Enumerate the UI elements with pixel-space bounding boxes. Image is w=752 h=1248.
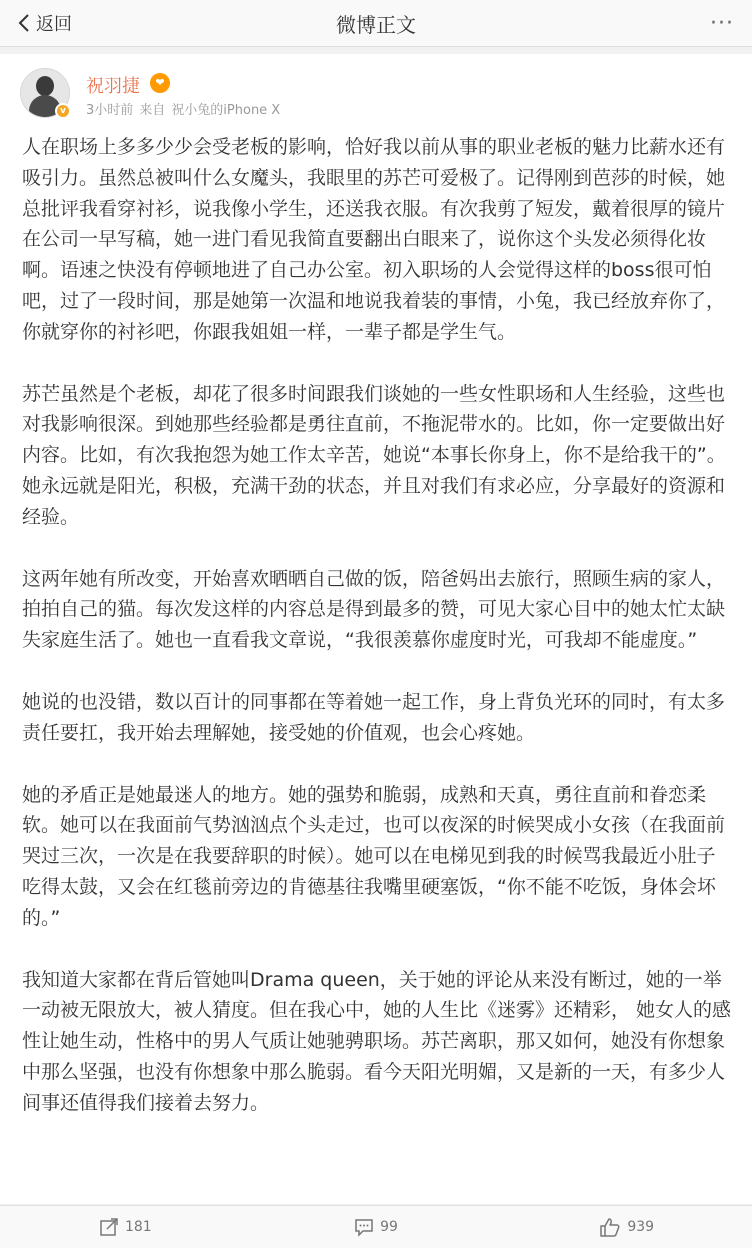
post-paragraph: 她的矛盾正是她最迷人的地方。她的强势和脆弱，成熟和天真，勇往直前和眷恋柔软。她可以在我面前气势汹汹点个头走过，也可以夜深的时候哭成小女孩（在我面前哭过三次，一次是在我要辞职的时候）。她可以在电梯见到我的时候骂我最近小肚子吃得太鼓，又会在红毯前旁边的肯德基往我嘴里硬塞饭，“你不能不吃饭，身体会坏的。” [22, 783, 726, 929]
post-paragraph: 人在职场上多多少少会受老板的影响，恰好我以前从事的职业老板的魅力比薪水还有吸引力。虽然总被叫什么女魔头，我眼里的苏芒可爱极了。记得刚到芭莎的时候，她总批评我看穿衬衫，说我像小学生，还送我衣服。有次我剪了短发，戴着很厚的镜片在公司一早写稿，她一进门看见我简直要翻出白眼来了，说你这个头发必须得化妆啊。语速之快没有停顿地进了自己办公室。初入职场的人会觉得这样的boss很可怕吧，过了一段时间，那是她第一次温和地说我着装的事情，小兔，我已经放弃你了，你就穿你的衬衫吧，你跟我姐姐一样，一辈子都是学生气。 [22, 136, 726, 343]
source-prefix: 来自 [139, 103, 166, 118]
more-options-button[interactable] [710, 0, 734, 46]
post-paragraph: 这两年她有所改变，开始喜欢晒晒自己做的饭，陪爸妈出去旅行，照顾生病的家人，拍拍自己的猫。每次发这样的内容总是得到最多的赞，可见大家心目中的她太忙太缺失家庭生活了。她也一直看我文章说，“我很羡慕你虚度时光，可我却不能虚度。” [22, 567, 726, 652]
post-card [0, 54, 752, 1204]
repost-icon [99, 1217, 119, 1237]
like-button[interactable] [501, 1206, 752, 1248]
back-button[interactable] [18, 0, 72, 46]
comment-count: 99 [380, 1219, 398, 1235]
avatar-head-shape [36, 76, 54, 96]
chevron-left-icon [18, 13, 30, 33]
more-dots-icon: ··· [710, 10, 734, 36]
verified-badge-icon: v [55, 103, 71, 119]
post-action-bar [0, 1205, 752, 1248]
comment-button[interactable] [251, 1206, 502, 1248]
post-paragraph: 我知道大家都在背后管她叫Drama queen，关于她的评论从来没有断过，她的一举一动被无限放大，被人猜度。但在我心中，她的人生比《迷雾》还精彩， 她女人的感性让她生动，性格中的男人气质让她驰骋职场。苏芒离职，那又如何，她没有你想象中那么坚强，也没有你想象中那么脆弱。看今天阳光明媚，又是新的一天，有多少人间事还值得我们接着去努力。 [22, 968, 732, 1114]
comment-icon [354, 1217, 374, 1237]
back-label: 返回 [36, 14, 72, 35]
author-name[interactable]: 祝羽捷 [86, 76, 140, 97]
page-title: 微博正文 [336, 12, 416, 37]
post-content [22, 132, 734, 1119]
post-paragraph: 苏芒虽然是个老板，却花了很多时间跟我们谈她的一些女性职场和人生经验，这些也对我影响很深。到她那些经验都是勇往直前，不拖泥带水的。比如，你一定要做出好内容。比如，有次我抱怨为她工作太辛苦，她说“本事长你身上，你不是给我干的”。她永远就是阳光，积极，充满干劲的状态，并且对我们有求必应，分享最好的资源和经验。 [22, 382, 726, 528]
top-navigation-bar [0, 0, 752, 47]
post-paragraph: 她说的也没错，数以百计的同事都在等着她一起工作，身上背负光环的同时，有太多责任要扛，我开始去理解她，接受她的价值观，也会心疼她。 [22, 690, 726, 744]
post-meta [86, 99, 286, 118]
post-time: 3小时前 [86, 103, 134, 118]
repost-count: 181 [124, 1219, 152, 1235]
thumbs-up-icon [599, 1217, 621, 1237]
post-source: 祝小兔的iPhone X [171, 103, 281, 118]
vip-heart-icon: ❤ [150, 73, 170, 93]
like-count: 939 [627, 1219, 655, 1235]
repost-button[interactable] [0, 1206, 251, 1248]
